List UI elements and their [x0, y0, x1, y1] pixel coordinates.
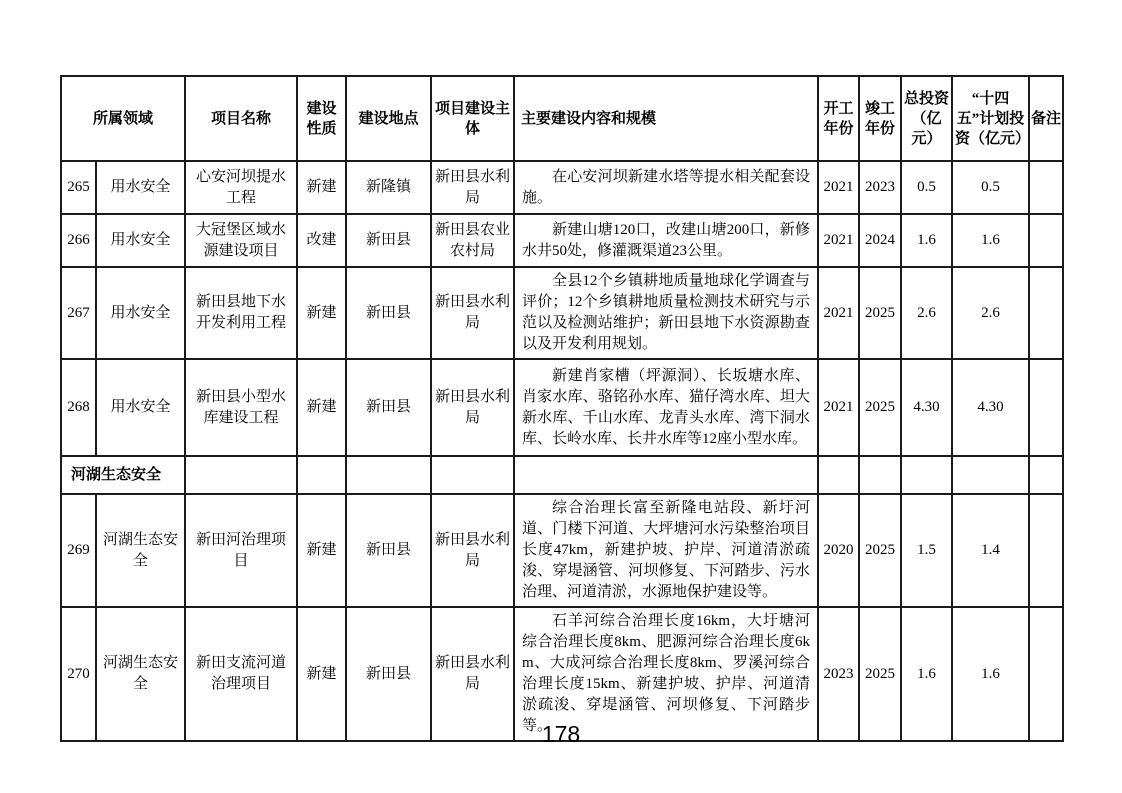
project-table	[60, 75, 1064, 742]
cell-note	[1029, 359, 1063, 456]
cell-field: 河湖生态安全	[96, 494, 185, 607]
cell-field: 用水安全	[96, 214, 185, 267]
cell-project-name: 新田河治理项目	[185, 494, 297, 607]
cell-row-no: 269	[61, 494, 96, 607]
cell-plan-investment: 0.5	[952, 161, 1029, 214]
cell-field: 用水安全	[96, 161, 185, 214]
cell-start-year: 2021	[818, 267, 859, 359]
cell-plan-investment: 4.30	[952, 359, 1029, 456]
cell-note	[1029, 494, 1063, 607]
col-header-entity: 项目建设主体	[431, 76, 514, 161]
cell-row-no: 267	[61, 267, 96, 359]
cell-entity: 新田县水利局	[431, 607, 514, 741]
empty-cell	[1029, 456, 1063, 494]
cell-entity: 新田县水利局	[431, 359, 514, 456]
cell-entity: 新田县水利局	[431, 267, 514, 359]
cell-plan-investment: 1.6	[952, 607, 1029, 741]
cell-location: 新田县	[346, 359, 431, 456]
table-row	[61, 359, 1063, 456]
cell-start-year: 2020	[818, 494, 859, 607]
col-header-total-investment: 总投资（亿元）	[901, 76, 952, 161]
table-header-row	[61, 76, 1063, 161]
cell-content: 新建肖家槽（坪源洞）、长坂塘水库、肖家水库、骆铭孙水库、猫仔湾水库、坦大新水库、千山水库、龙青头水库、湾下洞水库、长岭水库、长井水库等12座小型水库。	[514, 359, 818, 456]
cell-end-year: 2023	[859, 161, 901, 214]
col-header-field: 所属领域	[61, 76, 185, 161]
empty-cell	[346, 456, 431, 494]
cell-total-investment: 1.5	[901, 494, 952, 607]
cell-start-year: 2021	[818, 161, 859, 214]
cell-row-no: 270	[61, 607, 96, 741]
cell-nature: 新建	[297, 494, 346, 607]
cell-entity: 新田县水利局	[431, 494, 514, 607]
cell-total-investment: 4.30	[901, 359, 952, 456]
cell-project-name: 心安河坝提水工程	[185, 161, 297, 214]
table-row	[61, 494, 1063, 607]
cell-plan-investment: 2.6	[952, 267, 1029, 359]
cell-project-name: 新田县地下水开发利用工程	[185, 267, 297, 359]
page-number: 178	[541, 721, 581, 747]
cell-plan-investment: 1.4	[952, 494, 1029, 607]
col-header-start-year: 开工年份	[818, 76, 859, 161]
cell-total-investment: 1.6	[901, 214, 952, 267]
cell-field: 用水安全	[96, 267, 185, 359]
table-row	[61, 214, 1063, 267]
cell-end-year: 2024	[859, 214, 901, 267]
cell-total-investment: 0.5	[901, 161, 952, 214]
cell-content: 新建山塘120口，改建山塘200口，新修水井50处，修灌溉渠道23公里。	[514, 214, 818, 267]
empty-cell	[514, 456, 818, 494]
cell-row-no: 265	[61, 161, 96, 214]
cell-total-investment: 2.6	[901, 267, 952, 359]
cell-start-year: 2021	[818, 214, 859, 267]
cell-project-name: 新田支流河道治理项目	[185, 607, 297, 741]
table-row	[61, 161, 1063, 214]
cell-nature: 改建	[297, 214, 346, 267]
empty-cell	[859, 456, 901, 494]
col-header-content: 主要建设内容和规模	[514, 76, 818, 161]
cell-end-year: 2025	[859, 607, 901, 741]
empty-cell	[431, 456, 514, 494]
empty-cell	[901, 456, 952, 494]
cell-location: 新田县	[346, 607, 431, 741]
cell-entity: 新田县水利局	[431, 161, 514, 214]
cell-plan-investment: 1.6	[952, 214, 1029, 267]
col-header-end-year: 竣工年份	[859, 76, 901, 161]
cell-content: 综合治理长富至新隆电站段、新圩河道、门楼下河道、大坪塘河水污染整治项目长度47km，新建护坡、护岸、河道清淤疏浚、穿堤涵管、河坝修复、下河踏步、污水治理、河道清淤，水源地保护建设等。	[514, 494, 818, 607]
cell-nature: 新建	[297, 359, 346, 456]
cell-content: 在心安河坝新建水塔等提水相关配套设施。	[514, 161, 818, 214]
col-header-plan-investment: “十四五”计划投资（亿元）	[952, 76, 1029, 161]
cell-nature: 新建	[297, 161, 346, 214]
cell-location: 新田县	[346, 214, 431, 267]
cell-location: 新田县	[346, 267, 431, 359]
col-header-project-name: 项目名称	[185, 76, 297, 161]
empty-cell	[185, 456, 297, 494]
section-label: 河湖生态安全	[61, 456, 185, 494]
table-row	[61, 267, 1063, 359]
empty-cell	[952, 456, 1029, 494]
cell-total-investment: 1.6	[901, 607, 952, 741]
cell-end-year: 2025	[859, 494, 901, 607]
cell-content: 全县12个乡镇耕地质量地球化学调查与评价；12个乡镇耕地质量检测技术研究与示范以及检测站维护；新田县地下水资源勘查以及开发利用规划。	[514, 267, 818, 359]
cell-location: 新隆镇	[346, 161, 431, 214]
empty-cell	[818, 456, 859, 494]
cell-start-year: 2021	[818, 359, 859, 456]
cell-row-no: 266	[61, 214, 96, 267]
cell-content: 石羊河综合治理长度16km，大圩塘河综合治理长度8km、肥源河综合治理长度6km、大成河综合治理长度8km、罗溪河综合治理长度15km、新建护坡、护岸、河道清淤疏浚、穿堤涵管、河坝修复、下河踏步等。	[514, 607, 818, 741]
cell-row-no: 268	[61, 359, 96, 456]
cell-note	[1029, 267, 1063, 359]
cell-end-year: 2025	[859, 359, 901, 456]
cell-field: 用水安全	[96, 359, 185, 456]
cell-project-name: 大冠堡区域水源建设项目	[185, 214, 297, 267]
cell-nature: 新建	[297, 607, 346, 741]
cell-nature: 新建	[297, 267, 346, 359]
col-header-nature: 建设性质	[297, 76, 346, 161]
cell-note	[1029, 214, 1063, 267]
cell-entity: 新田县农业农村局	[431, 214, 514, 267]
cell-note	[1029, 161, 1063, 214]
cell-start-year: 2023	[818, 607, 859, 741]
empty-cell	[297, 456, 346, 494]
col-header-location: 建设地点	[346, 76, 431, 161]
cell-end-year: 2025	[859, 267, 901, 359]
cell-project-name: 新田县小型水库建设工程	[185, 359, 297, 456]
section-row	[61, 456, 1063, 494]
col-header-note: 备注	[1029, 76, 1063, 161]
cell-field: 河湖生态安全	[96, 607, 185, 741]
cell-location: 新田县	[346, 494, 431, 607]
